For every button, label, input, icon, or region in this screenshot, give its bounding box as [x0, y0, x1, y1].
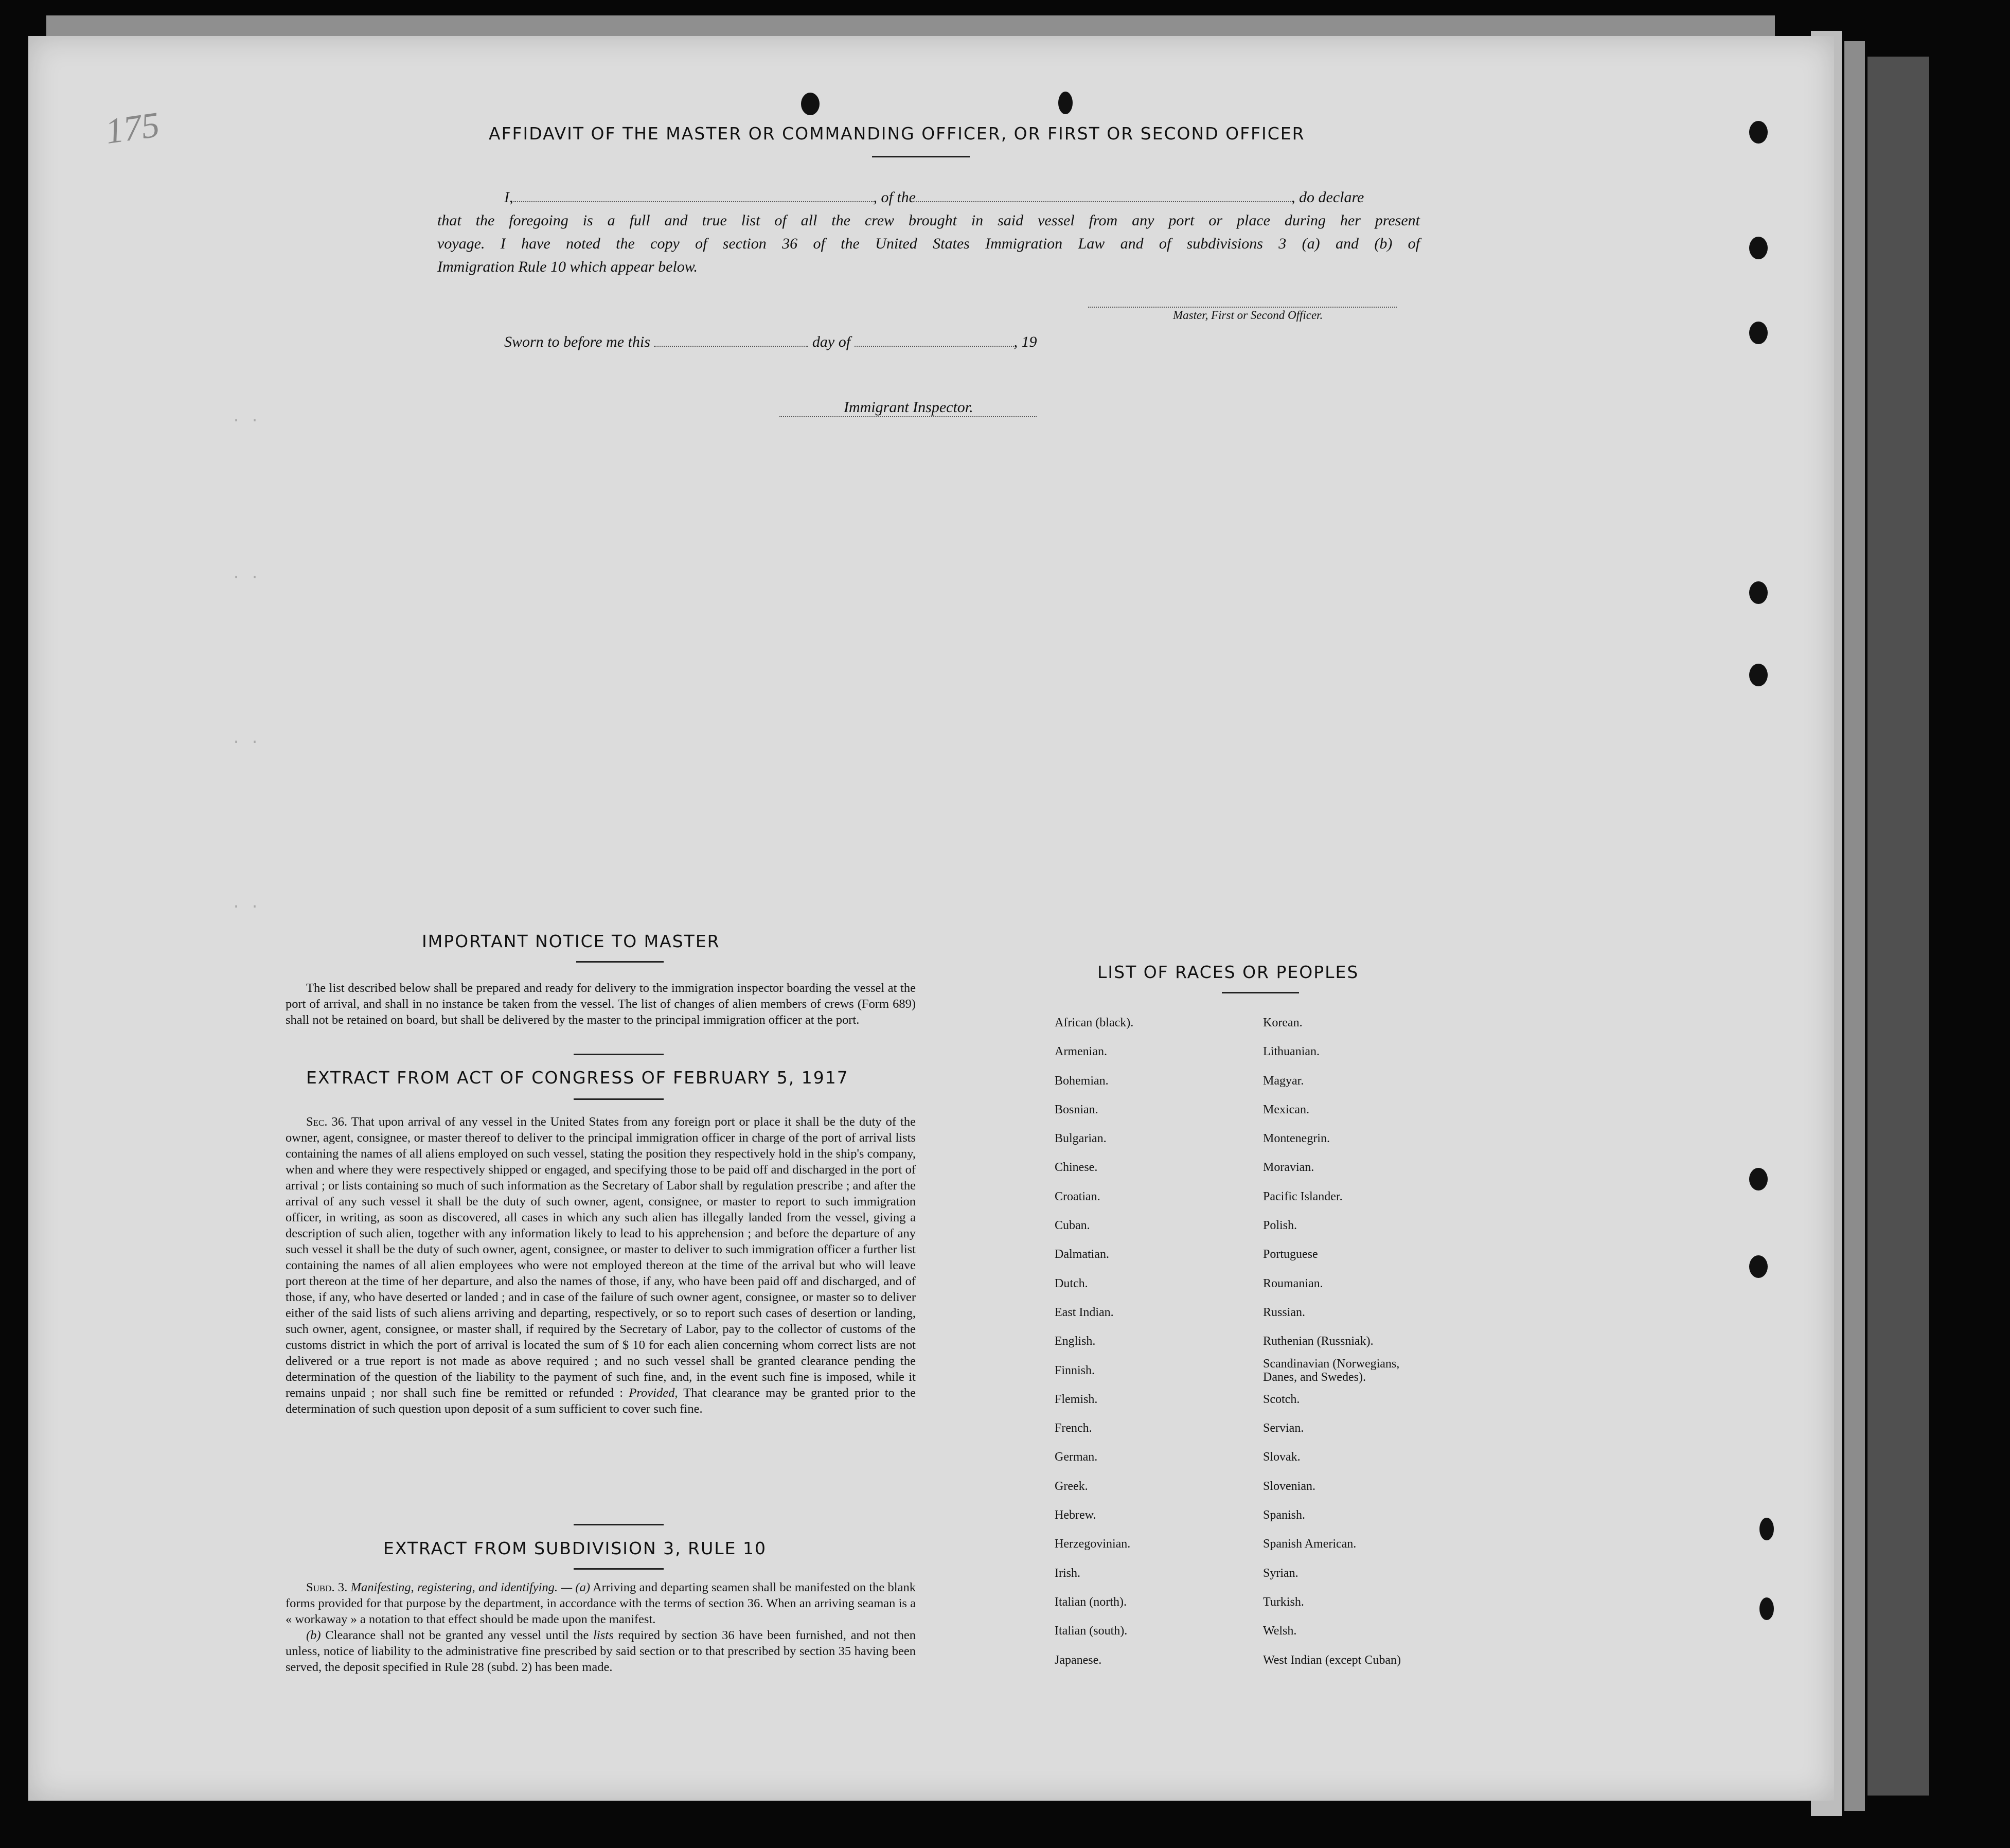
sworn-year-label: , 19 [1013, 333, 1037, 350]
race-item: Moravian. [1263, 1161, 1314, 1175]
rule-para-b [286, 1627, 916, 1675]
sworn-day-label: day of [812, 333, 851, 350]
race-item: Armenian. [1055, 1045, 1107, 1059]
para-b-lists: lists [593, 1628, 614, 1642]
race-item: Flemish. [1055, 1392, 1098, 1406]
section-body-end: That clearance may be granted prior to the determination of such question upon deposit of a sum sufficient to cover such fine. [286, 1386, 916, 1416]
document-sheet [28, 36, 1834, 1801]
race-item: Dalmatian. [1055, 1248, 1109, 1261]
notice-title: IMPORTANT NOTICE TO MASTER [422, 931, 720, 951]
affidavit-line-4: Immigration Rule 10 which appear below. [437, 258, 698, 275]
race-item: Hebrew. [1055, 1508, 1096, 1522]
punch-hole [1749, 322, 1768, 344]
race-item: Mexican. [1263, 1103, 1309, 1116]
para-a-label: — (a) [561, 1580, 590, 1594]
race-item: Pacific Islander. [1263, 1189, 1343, 1203]
race-item: Syrian. [1263, 1566, 1299, 1580]
bleed-through-text: . . [232, 566, 260, 583]
paper-stack-edge [1867, 57, 1929, 1796]
race-item: Spanish. [1263, 1508, 1306, 1522]
race-item: Finnish. [1055, 1363, 1095, 1377]
para-b-text-2: required by section 36 have been furnished, and not then unless, notice of liability to the administrative fine prescribed by said section or to that prescribed by section 35 having been served, the deposit specified in Rule 28 (subd. 2) has been made. [286, 1628, 916, 1674]
races-title: LIST OF RACES OR PEOPLES [1097, 962, 1359, 982]
affidavit-line-1-end: , do declare [1291, 189, 1364, 206]
para-a-text: Arriving and departing seamen shall be manifested on the blank forms provided for that purpose by the department, in accordance with the terms of section 36. When an arriving seaman is a « workaway » a notation to that effect should be made upon the manifest. [286, 1580, 916, 1626]
affidavit-line-1-start: I, [504, 189, 513, 206]
race-item: African (black). [1055, 1016, 1134, 1029]
notice-text: The list described below shall be prepared and ready for delivery to the immigration inspector boarding the vessel at the port of arrival, and shall in no instance be taken from the vessel. The list of changes of alien members of crews (Form 689) shall not be retained on board, but shall be delivered by the master to the principal immigration officer at the port. [286, 981, 916, 1027]
punch-hole [1749, 237, 1768, 259]
race-item: Montenegrin. [1263, 1132, 1330, 1146]
blank-officer-signature[interactable] [1088, 306, 1397, 308]
race-item: Japanese. [1055, 1653, 1102, 1667]
para-b-text-1: Clearance shall not be granted any vessel until the [325, 1628, 589, 1642]
divider [574, 1098, 664, 1100]
sworn-line [504, 333, 1037, 351]
section-label: Sec. 36. [306, 1115, 348, 1129]
bleed-through-text: . . [232, 895, 260, 913]
race-item: West Indian (except Cuban) [1263, 1653, 1401, 1667]
subd-title: Manifesting, registering, and identifying. [350, 1580, 558, 1594]
affidavit-line-3: voyage. I have noted the copy of section 36 of the United States Immigration Law and of subdivisions 3 (a) and (b) of [437, 235, 1420, 252]
extract-act-text [286, 1114, 916, 1417]
punch-hole [1749, 121, 1768, 144]
race-item: Scandinavian (Norwegians, Danes, and Swedes). [1263, 1357, 1400, 1384]
race-item: Bulgarian. [1055, 1132, 1107, 1146]
race-item: Polish. [1263, 1219, 1297, 1233]
race-item: Slovenian. [1263, 1479, 1315, 1493]
race-item: Russian. [1263, 1305, 1306, 1319]
race-item: Bosnian. [1055, 1103, 1098, 1116]
punch-hole [1749, 1255, 1768, 1278]
punch-hole [1749, 581, 1768, 604]
race-item: Croatian. [1055, 1189, 1100, 1203]
paper-stack-edge [1844, 41, 1865, 1811]
race-item: Dutch. [1055, 1276, 1088, 1290]
races-column-1 [1055, 1008, 1133, 1675]
punch-hole [1058, 92, 1073, 114]
handwritten-annotation: 175 [103, 105, 162, 152]
blank-vessel-name[interactable] [916, 201, 1291, 202]
extract-rule-text [286, 1579, 916, 1675]
affidavit-line-2: that the foregoing is a full and true list of all the crew brought in said vessel from any port or place during her present [437, 212, 1420, 229]
divider [574, 1568, 664, 1570]
inspector-label: Immigrant Inspector. [844, 399, 973, 416]
race-item: Turkish. [1263, 1595, 1304, 1609]
extract-rule-title: EXTRACT FROM SUBDIVISION 3, RULE 10 [383, 1538, 767, 1558]
race-item: Magyar. [1263, 1074, 1304, 1088]
race-item: Greek. [1055, 1479, 1088, 1493]
divider [1222, 992, 1299, 993]
bleed-through-text: . . [232, 409, 260, 427]
divider [574, 1524, 664, 1525]
sworn-start: Sworn to before me this [504, 333, 650, 350]
race-item: Herzegovinian. [1055, 1537, 1131, 1551]
races-column-2 [1263, 1008, 1433, 1675]
punch-hole [1759, 1518, 1774, 1540]
divider [872, 156, 970, 157]
blank-day[interactable] [654, 345, 808, 347]
race-item: English. [1055, 1335, 1096, 1348]
extract-act-title: EXTRACT FROM ACT OF CONGRESS OF FEBRUARY 5, 1917 [306, 1068, 849, 1088]
punch-hole [1759, 1597, 1774, 1620]
race-item: Chinese. [1055, 1161, 1098, 1175]
race-item: Portuguese [1263, 1248, 1318, 1261]
race-item: East Indian. [1055, 1305, 1114, 1319]
blank-month[interactable] [855, 345, 1014, 347]
provided-label: Provided, [629, 1386, 678, 1400]
race-item: Korean. [1263, 1016, 1303, 1029]
race-item: Ruthenian (Russniak). [1263, 1335, 1374, 1348]
race-item: Scotch. [1263, 1392, 1300, 1406]
affidavit-line-1 [504, 189, 1364, 206]
signature-label: Master, First or Second Officer. [1173, 309, 1323, 322]
race-item: Lithuanian. [1263, 1045, 1320, 1059]
race-item: Servian. [1263, 1421, 1304, 1435]
race-item: Welsh. [1263, 1624, 1297, 1638]
race-item: French. [1055, 1421, 1092, 1435]
blank-master-name[interactable] [513, 201, 874, 202]
race-item: Italian (north). [1055, 1595, 1127, 1609]
affidavit-line-1-mid: , of the [873, 189, 916, 206]
divider [576, 961, 664, 963]
punch-hole [801, 93, 820, 115]
race-item: Slovak. [1263, 1450, 1301, 1464]
section-body: That upon arrival of any vessel in the United States from any foreign port or place it shall be the duty of the owner, agent, consignee, or master thereof to deliver to the principal immigration officer in charge of the port of arrival lists containing the names of all aliens employed on such vessel, stating the position they respectively hold in the ship's company, when and where they were respectively shipped or engaged, and specifying those to be paid off and discharged in the port of arrival ; or lists containing so much of such information as the Secretary of Labor shall by regulation prescribe ; and after the arrival of any such vessel it shall be the duty of such owner, agent, consignee, or master to report to such immigration officer, in writing, as soon as discovered, all cases in which any such alien has illegally landed from the vessel, giving a description of such alien, together with any information likely to lead to his apprehension ; and before the departure of any such vessel it shall be the duty of such owner, agent, consignee, or master to deliver to such immigration officer a further list containing the names of all alien employees who were not employed thereon at the time of the arrival but who will leave port thereon at the time of her departure, and also the names of those, if any, who have been paid off and discharged, and of those, if any, who have deserted or landed ; and in case of the failure of such owner agent, consignee, or master so to deliver either of the said lists of such aliens arriving and departing, respectively, or so to report such cases of desertion or landing, such owner, agent, consignee, or master shall, if required by the Secretary of Labor, pay to the collector of customs of the customs district in which the port of arrival is located the sum of $ 10 for each alien concerning whom correct lists are not delivered or a true report is not made as above required ; and no such vessel shall be granted clearance pending the determination of the question of the liability to the payment of such fine, and, in the event such fine is imposed, while it remains unpaid ; nor shall such fine be remitted or refunded : [286, 1115, 916, 1400]
divider [574, 1054, 664, 1055]
race-item: Roumanian. [1263, 1276, 1323, 1290]
subd-label: Subd. 3. [306, 1580, 348, 1594]
race-item: Bohemian. [1055, 1074, 1109, 1088]
punch-hole [1749, 1168, 1768, 1190]
race-item: German. [1055, 1450, 1098, 1464]
affidavit-title: AFFIDAVIT OF THE MASTER OR COMMANDING OFFICER, OR FIRST OR SECOND OFFICER [489, 123, 1305, 144]
para-b-label: (b) [306, 1628, 321, 1642]
race-item: Cuban. [1055, 1219, 1090, 1233]
race-item: Irish. [1055, 1566, 1080, 1580]
punch-hole [1749, 664, 1768, 686]
race-item: Italian (south). [1055, 1624, 1128, 1638]
rule-para-a [286, 1579, 916, 1627]
bleed-through-text: . . [232, 731, 260, 748]
race-item: Spanish American. [1263, 1537, 1357, 1551]
